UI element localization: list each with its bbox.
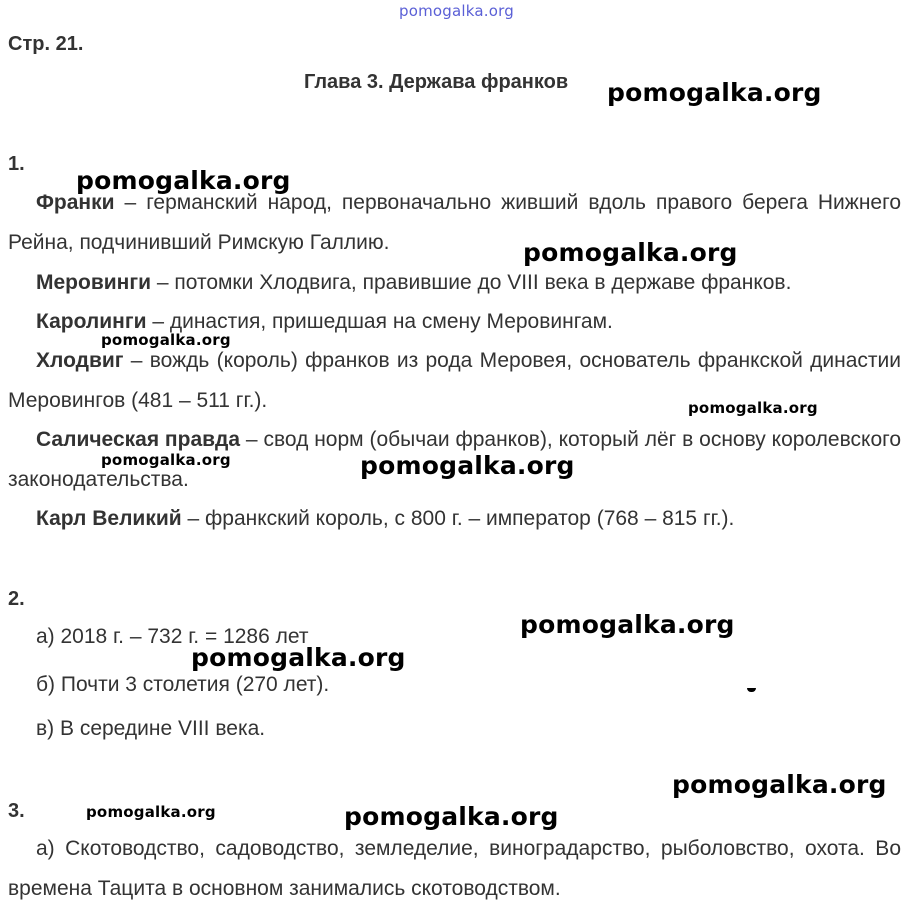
watermark: pomogalka.org xyxy=(520,610,735,639)
term: Франки xyxy=(36,191,115,214)
term: Карл Великий xyxy=(36,507,182,530)
watermark: pomogalka.org xyxy=(101,451,231,469)
definition: – потомки Хлодвига, правившие до VIII века в державе франков. xyxy=(151,271,792,294)
term: Салическая правда xyxy=(36,428,241,451)
definition-charlemagne xyxy=(8,499,901,539)
top-watermark: pomogalka.org xyxy=(399,2,514,20)
definition: – династия, пришедшая на смену Меровингам. xyxy=(146,310,613,333)
watermark: pomogalka.org xyxy=(101,331,231,349)
term: Каролинги xyxy=(36,310,147,333)
definition: – франкский король, с 800 г. – император (768 – 815 гг.). xyxy=(181,507,735,530)
section-2-number: 2. xyxy=(8,588,25,610)
definition: – вождь (король) франков из рода Меровея, основатель франкской династии Меровингов (481 – 511 гг.). xyxy=(8,349,901,412)
watermark: pomogalka.org xyxy=(360,451,575,480)
watermark: pomogalka.org xyxy=(688,399,818,417)
definition-franks xyxy=(8,183,901,263)
watermark: pomogalka.org xyxy=(191,643,406,672)
page-reference: Стр. 21. xyxy=(8,33,84,55)
definition: – свод норм (обычаи франков), который лёг в основу королевского законодательства. xyxy=(8,428,901,491)
answer-2c: в) В середине VIII века. xyxy=(36,717,266,740)
term: Меровинги xyxy=(36,271,151,294)
term: Хлодвиг xyxy=(36,349,124,372)
definition-merovingians xyxy=(8,263,901,303)
watermark: pomogalka.org xyxy=(86,803,216,821)
watermark: pomogalka.org xyxy=(344,802,559,831)
watermark: pomogalka.org xyxy=(607,78,822,107)
definition: – германский народ, первоначально живший вдоль правого берега Нижнего Рейна, подчинивший Римскую Галлию. xyxy=(8,191,901,254)
answer-2b: б) Почти 3 столетия (270 лет). xyxy=(36,673,330,696)
stray-mark xyxy=(747,688,756,692)
answer-3a: а) Скотоводство, садоводство, земледелие, виноградарство, рыболовство, охота. Во времена Тацита в основном занимались скотоводством. xyxy=(8,837,901,900)
section-3-number: 3. xyxy=(8,800,25,822)
chapter-title: Глава 3. Держава франков xyxy=(304,71,569,93)
watermark: pomogalka.org xyxy=(523,238,738,267)
answer-2a: а) 2018 г. – 732 г. = 1286 лет xyxy=(36,625,309,648)
watermark: pomogalka.org xyxy=(672,770,887,799)
watermark: pomogalka.org xyxy=(76,166,291,195)
section-1-number: 1. xyxy=(8,153,25,175)
